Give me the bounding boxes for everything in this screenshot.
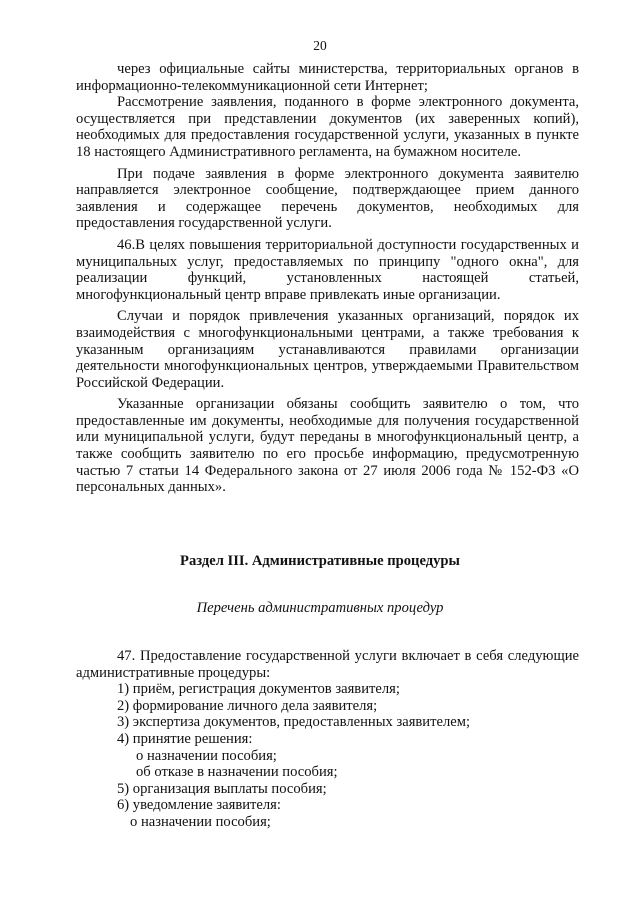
list-item: 6) уведомление заявителя: xyxy=(117,797,281,814)
section-subheading: Перечень административных процедур xyxy=(196,600,444,616)
procedures-lead: 47. Предоставление государственной услуги включает в себя следующие административные процедуры: xyxy=(76,648,579,681)
paragraph: 46.В целях повышения территориальной доступности государственных и муниципальных услуг, предоставляемых по принципу "одного окна", для реализации функций, установленных настоящей статьей, многофункциональный центр вправе привлекать иные организации. xyxy=(76,236,579,303)
paragraph: При подаче заявления в форме электронного документа заявителю направляется электронное сообщение, подтверждающее прием данного заявления и содержащее перечень документов, необходимых для предоставления государственной услуги. xyxy=(76,165,579,232)
paragraph: Случаи и порядок привлечения указанных организаций, порядок их взаимодействия с многофункциональными центрами, а также требования к указанным организациям устанавливаются правилами организации деятельности многофункциональных центров, утверждаемыми Правительством Российской Федерации. xyxy=(76,308,579,391)
list-subitem: об отказе в назначении пособия; xyxy=(136,764,338,781)
procedures-list xyxy=(76,648,579,831)
document-body xyxy=(76,61,579,496)
paragraph: Указанные организации обязаны сообщить заявителю о том, что предоставленные им документы, необходимые для получения государственной или муниципальной услуги, будут переданы в многофункциональный центр, а также сообщить заявителю по его просьбе информацию, предусмотренную частью 7 статьи 14 Федерального закона от 27 июля 2006 года № 152-ФЗ «О персональных данных». xyxy=(76,396,579,496)
list-item: 1) приём, регистрация документов заявителя; xyxy=(117,681,400,698)
list-subitem: о назначении пособия; xyxy=(136,747,277,764)
list-subitem: о назначении пособия; xyxy=(130,813,271,830)
list-item: 2) формирование личного дела заявителя; xyxy=(117,697,378,714)
paragraph: Рассмотрение заявления, поданного в форме электронного документа, осуществляется при представлении документов (их заверенных копий), необходимых для предоставления государственной услуги, указанных в пункте 18 настоящего Административного регламента, на бумажном носителе. xyxy=(76,94,579,160)
list-item: 4) принятие решения: xyxy=(117,730,253,747)
paragraph: через официальные сайты министерства, территориальных органов в информационно-телекоммуникационной сети Интернет; xyxy=(76,61,579,94)
list-item: 3) экспертиза документов, предоставленных заявителем; xyxy=(117,714,471,731)
section-heading: Раздел III. Административные процедуры xyxy=(180,553,460,569)
page-number: 20 xyxy=(313,38,327,53)
list-item: 5) организация выплаты пособия; xyxy=(117,780,327,797)
